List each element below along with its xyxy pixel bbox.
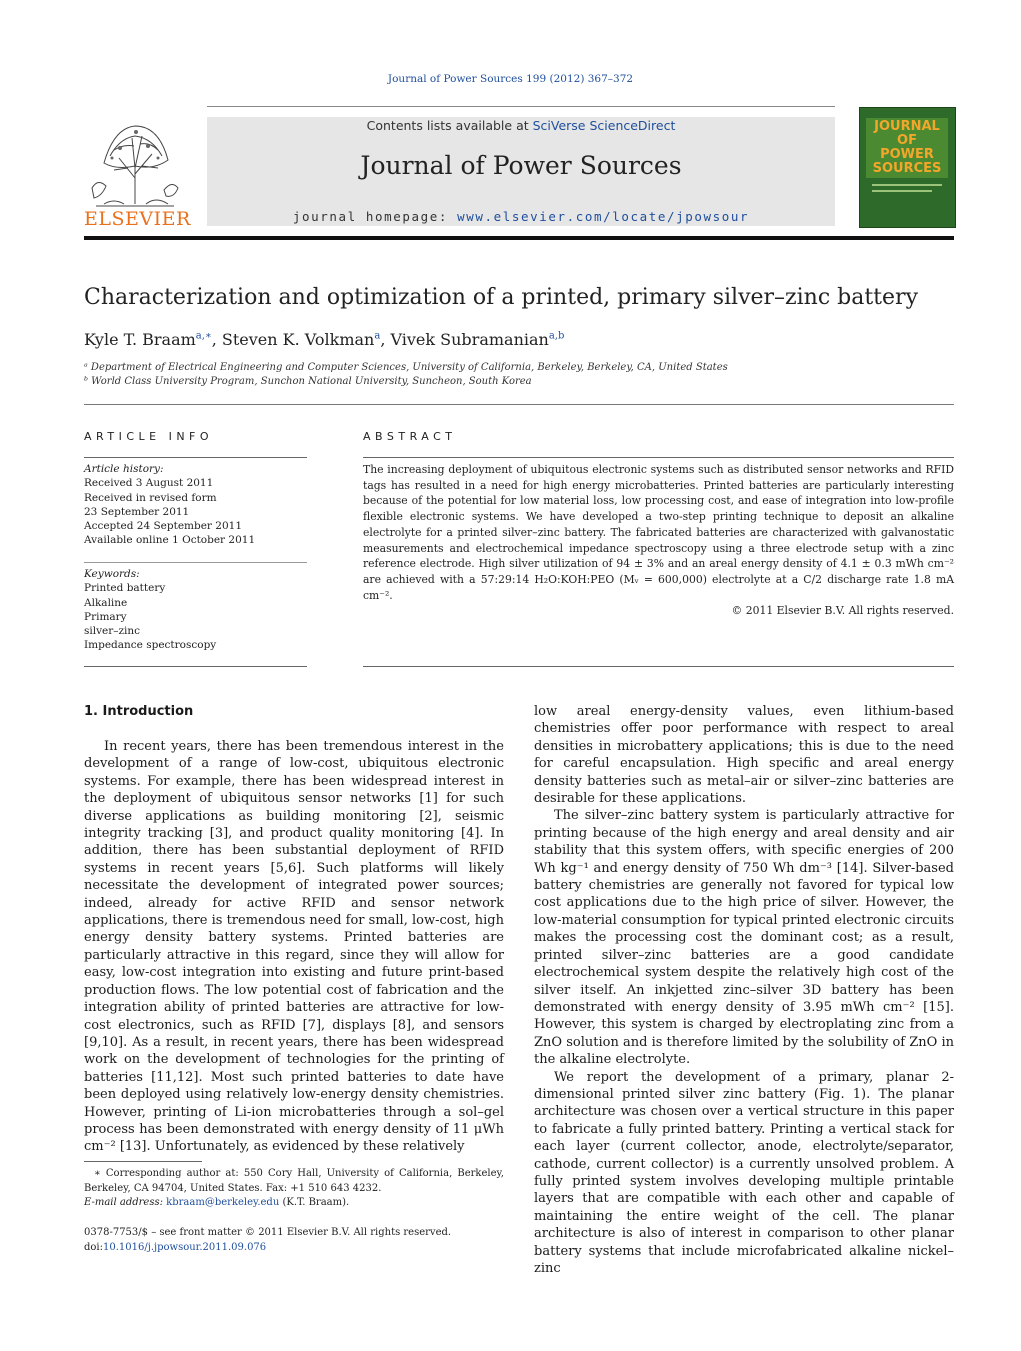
- author-name[interactable]: Steven K. Volkman: [221, 330, 375, 349]
- section-heading-introduction: 1. Introduction: [84, 704, 194, 719]
- keyword: Impedance spectroscopy: [84, 639, 217, 652]
- elsevier-logo: [84, 108, 191, 230]
- history-line: 23 September 2011: [84, 505, 190, 518]
- keyword: Alkaline: [84, 596, 128, 609]
- header-rule: [207, 106, 835, 107]
- affiliation-b: ᵇ World Class University Program, Sunchon National University, Suncheon, South Korea: [84, 376, 532, 387]
- abstract-text: The increasing deployment of ubiquitous electronic systems such as distributed sensor networks and RFID tags has resulted in a need for high energy microbatteries. Printed batteries are particularly interesting because of the potential for low material loss, low processing cost, and ease of integration into low-profile flexible electronic systems. We have developed a two-step printing technique to deposit an alkaline electrolyte for a printed silver–zinc battery. The fabricated batteries are characterized with galvanostatic measurements and electrochemical impedance spectroscopy using a three electrode setup with a zinc reference electrode. High silver utilization of 94 ± 3% and an areal energy density of 4.1 ± 0.3 mWh cm⁻² are achieved with a 57:29:14 H₂O:KOH:PEO (Mᵥ = 600,000) electrolyte at a C/2 discharge rate 1.8 mA cm⁻².: [363, 463, 954, 602]
- body-column-right: [534, 703, 954, 1277]
- keyword: Printed battery: [84, 582, 166, 595]
- author-affiliation-mark[interactable]: a: [374, 330, 381, 342]
- header-thick-rule: [84, 236, 954, 240]
- body-paragraph: low areal energy-density values, even lithium-based chemistries offer poor performance with respect to areal densities in microbattery applications; this is due to the need for careful encapsulation. High specific and areal energy density batteries such as metal–air or silver–zinc batteries are desirable for these applications.: [534, 704, 954, 807]
- affiliation-a: ᵃ Department of Electrical Engineering and Computer Sciences, University of California, Berkeley, Berkeley, CA, United States: [84, 362, 728, 373]
- contents-line: [207, 118, 835, 133]
- corresponding-note: ∗ Corresponding author at: 550 Cory Hall, University of California, Berkeley, Berkeley, CA 94704, United States. Fax: +1 510 643 4232.: [84, 1168, 504, 1194]
- article-info-rule: [84, 457, 307, 458]
- body-paragraph: In recent years, there has been tremendous interest in the development of a range of low-cost, ubiquitous electronic systems. For example, there has been widespread interest in the deployment of ubiquitous sensor networks [1] for such diverse applications as building monitoring [2], seismic integrity tracking [3], and product quality monitoring [4]. In addition, there has been substantial deployment of RFID systems in recent years [5,6]. Such platforms will likely necessitate the development of integrated power sources; indeed, already for active RFID and sensor network applications, there is tremendous need for small, low-cost, high energy density battery systems. Printed batteries are particularly attractive in this regard, since they will allow for easy, low-cost integration into existing and future print-based production flows. The low potential cost of fabrication and the integration ability of printed batteries are attractive for low-cost electronics, such as RFID [7], displays [8], and sensors [9,10]. As a result, in recent years, there has been widespread work on the development of technologies for the printing of batteries [11,12]. Most such printed batteries to date have been deployed using relatively low-energy density chemistries. However, printing of Li-ion microbatteries through a sol–gel process has been demonstrated with energy density of 11 μWh cm⁻² [13]. Unfortunately, as evidenced by these relatively: [84, 739, 504, 1155]
- corresponding-author-footnote: [84, 1167, 504, 1211]
- cover-line: [872, 190, 932, 192]
- author-affiliation-mark[interactable]: a,b: [548, 330, 565, 342]
- email-link[interactable]: kbraam@berkeley.edu: [166, 1197, 280, 1208]
- article-info-rule: [84, 562, 307, 563]
- email-label: E-mail address:: [84, 1197, 167, 1208]
- body-column-left: [84, 738, 504, 1156]
- history-line: Accepted 24 September 2011: [84, 520, 243, 533]
- keyword: Primary: [84, 610, 127, 623]
- keyword: silver–zinc: [84, 625, 141, 638]
- body-paragraph: The silver–zinc battery system is particularly attractive for printing because of the high energy and areal density and air stability that this system offers, with specific energies of 200 Wh kg⁻¹ and energy density of 750 Wh dm⁻³ [14]. Silver-based battery chemistries are generally not favored for typical low cost applications due to the high price of silver. However, the low-material consumption for typical printed electronic circuits makes the processing cost the dominant cost; as a result, printed silver–zinc batteries are a good candidate electrochemical system despite the relatively high cost of the silver itself. An inkjetted zinc–silver 3D battery has been demonstrated with energy density of 3.95 mWh cm⁻² [15]. However, this system is charged by electroplating zinc from a ZnO solution and is therefore limited by the solubility of ZnO in the alkaline electrolyte.: [534, 808, 954, 1068]
- doi-line: [84, 1240, 451, 1255]
- history-line: Available online 1 October 2011: [84, 534, 256, 547]
- journal-banner: [207, 117, 835, 226]
- author-name[interactable]: Kyle T. Braam: [84, 330, 196, 349]
- journal-citation[interactable]: Journal of Power Sources 199 (2012) 367–372: [387, 73, 634, 85]
- cover-title: JOURNAL OF POWER SOURCES: [872, 119, 942, 176]
- history-line: Received in revised form: [84, 491, 217, 504]
- elsevier-wordmark: ELSEVIER: [84, 208, 191, 230]
- article-history: [84, 462, 255, 548]
- footnote-rule: [84, 1161, 202, 1162]
- author-list: Kyle T. Braam$^{a,∗}$, Steven K. Volkman$^a$, Vivek Subramanian$^{a,b}$: [84, 330, 565, 349]
- homepage-prefix: journal homepage:: [292, 209, 458, 224]
- article-info-heading: ARTICLE INFO: [84, 430, 214, 443]
- history-label: Article history:: [84, 463, 164, 475]
- affiliation-rule: [84, 404, 954, 405]
- contents-prefix: Contents lists available at: [366, 118, 533, 133]
- author-name[interactable]: Vivek Subramanian: [390, 330, 549, 349]
- issn-line: 0378-7753/$ – see front matter © 2011 Elsevier B.V. All rights reserved.: [84, 1227, 452, 1238]
- abstract-heading: ABSTRACT: [363, 430, 457, 443]
- abstract-rule: [363, 457, 954, 458]
- homepage-link[interactable]: www.elsevier.com/locate/jpowsour: [457, 209, 750, 224]
- abstract-rule: [363, 666, 954, 667]
- email-line: [84, 1196, 504, 1211]
- article-title: Characterization and optimization of a printed, primary silver–zinc battery: [84, 285, 918, 310]
- history-line: Received 3 August 2011: [84, 477, 214, 490]
- abstract-copyright: © 2011 Elsevier B.V. All rights reserved.: [731, 604, 954, 618]
- doi-link[interactable]: 10.1016/j.jpowsour.2011.09.076: [103, 1242, 267, 1253]
- body-paragraph: We report the development of a primary, planar 2-dimensional printed silver zinc battery (Fig. 1). The planar architecture was chosen over a vertical structure in this paper to fabricate a fully printed battery. Printing a vertical stack for each layer (current collector, anode, electrolyte/separator, cathode, current collector) is a currently unsolved problem. A fully printed system involves developing multiple printable layers that are compatible with each other and capable of maintaining the entire weight of the cell. The planar architecture is also of interest in comparison to other planar battery systems that include microfabricated alkaline nickel–zinc: [534, 1069, 954, 1276]
- issn-block: [84, 1225, 451, 1255]
- cover-line: [872, 184, 942, 186]
- journal-title: Journal of Power Sources: [360, 151, 682, 180]
- email-suffix: (K.T. Braam).: [279, 1197, 350, 1208]
- doi-prefix: doi:: [84, 1242, 103, 1253]
- journal-cover[interactable]: [859, 107, 956, 228]
- author-affiliation-mark[interactable]: a,∗: [195, 330, 212, 342]
- sciencedirect-link[interactable]: SciVerse ScienceDirect: [532, 118, 676, 133]
- homepage-line: [207, 209, 835, 224]
- article-info-rule: [84, 666, 307, 667]
- keywords-block: [84, 567, 216, 653]
- abstract-block: [363, 462, 954, 619]
- keywords-label: Keywords:: [84, 568, 140, 580]
